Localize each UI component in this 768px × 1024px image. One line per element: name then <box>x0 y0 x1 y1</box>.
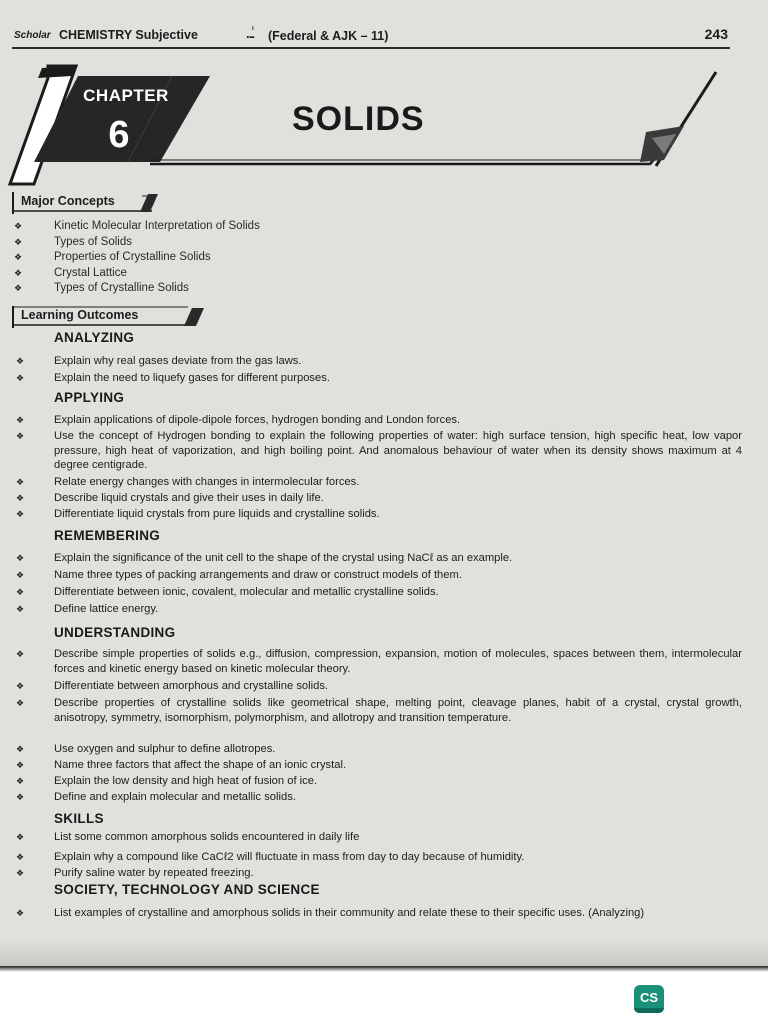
outcome-text: Describe simple properties of solids e.g., diffusion, compression, expansion, motion of molecules, spaces between them, intermolecular forces and kinetic energy based on kinetic molecular theory. <box>54 648 742 675</box>
list-item <box>16 585 742 600</box>
list-item <box>16 371 742 386</box>
understanding-heading: UNDERSTANDING <box>54 625 176 640</box>
bullet-icon: ❖ <box>16 760 25 770</box>
major-concepts-list <box>14 219 374 297</box>
list-item <box>16 551 742 566</box>
bullet-icon: ❖ <box>16 604 25 614</box>
chapter-label: CHAPTER <box>83 86 169 105</box>
bullet-icon: ❖ <box>14 221 23 231</box>
outcome-text: Explain the need to liquefy gases for different purposes. <box>54 372 330 384</box>
outcome-text: List some common amorphous solids encountered in daily life <box>54 831 360 843</box>
outcome-text: Explain why real gases deviate from the gas laws. <box>54 355 302 367</box>
outcome-text: Describe liquid crystals and give their uses in daily life. <box>54 492 324 504</box>
applying-heading: APPLYING <box>54 390 125 405</box>
bullet-icon: ❖ <box>16 493 25 503</box>
list-item <box>16 679 742 694</box>
outcome-text: Explain the significance of the unit cell to the shape of the crystal using NaCℓ as an example. <box>54 552 513 564</box>
outcome-text: Differentiate between ionic, covalent, molecular and metallic crystalline solids. <box>54 586 439 598</box>
bullet-icon: ❖ <box>14 236 23 247</box>
list-item <box>16 602 742 617</box>
list-item <box>16 696 742 725</box>
bullet-icon: ❖ <box>16 832 25 842</box>
skills-heading: SKILLS <box>54 811 104 826</box>
outcome-text: Use oxygen and sulphur to define allotropes. <box>54 743 276 755</box>
bullet-icon: ❖ <box>16 477 25 487</box>
remembering-heading: REMEMBERING <box>54 528 161 543</box>
outcome-text: Define lattice energy. <box>54 603 159 615</box>
list-item <box>16 866 742 881</box>
page-number: 243 <box>704 26 728 42</box>
outcome-text: Name three types of packing arrangements and draw or construct models of them. <box>54 569 462 581</box>
outcome-text: Explain the low density and high heat of fusion of ice. <box>54 775 318 787</box>
header-rule <box>12 47 730 49</box>
bullet-icon: ❖ <box>14 283 23 293</box>
bullet-icon: ❖ <box>14 252 23 262</box>
bullet-icon: ❖ <box>16 868 25 878</box>
list-item <box>16 830 742 845</box>
bullet-icon: ❖ <box>16 431 25 441</box>
list-item <box>16 742 742 757</box>
major-concepts-heading: Major Concepts <box>21 194 115 208</box>
bullet-icon: ❖ <box>16 776 25 786</box>
list-item <box>14 250 374 266</box>
concept-text: Crystal Lattice <box>54 266 127 279</box>
bullet-icon: ❖ <box>16 908 25 918</box>
outcome-text: Define and explain molecular and metallic solids. <box>54 791 296 803</box>
concept-text: Kinetic Molecular Interpretation of Solids <box>54 220 260 232</box>
list-item <box>16 647 742 676</box>
bullet-icon: ❖ <box>14 267 23 278</box>
book-name: Scholar <box>14 30 51 41</box>
list-item <box>16 906 742 921</box>
list-item <box>16 850 742 865</box>
list-item <box>16 491 742 506</box>
list-item <box>16 354 742 369</box>
bullet-icon: ❖ <box>16 681 25 691</box>
outcome-text: Explain why a compound like CaCℓ2 will fluctuate in mass from day to day because of humidity. <box>54 851 525 863</box>
concept-text: Types of Crystalline Solids <box>54 282 189 294</box>
chapter-number: 6 <box>108 114 130 156</box>
list-item <box>16 413 742 428</box>
list-item <box>14 281 374 297</box>
list-item <box>14 219 374 235</box>
bullet-icon: ❖ <box>16 852 25 862</box>
title-rule <box>150 144 668 164</box>
chapter-title: SOLIDS <box>292 100 425 138</box>
book-subject: CHEMISTRY Subjective <box>59 28 198 42</box>
bullet-icon: ❖ <box>16 553 25 563</box>
learning-outcomes-heading: Learning Outcomes <box>21 308 139 322</box>
list-item <box>14 235 374 251</box>
learning-outcomes-tab <box>12 304 206 328</box>
bullet-icon: ❖ <box>16 649 25 659</box>
sts-heading: SOCIETY, TECHNOLOGY AND SCIENCE <box>54 882 320 897</box>
analyzing-heading: ANALYZING <box>54 330 135 345</box>
list-item <box>16 774 742 789</box>
outcome-text: Differentiate liquid crystals from pure liquids and crystalline solids. <box>54 508 380 520</box>
bullet-icon: ❖ <box>16 373 25 383</box>
list-item <box>16 790 742 805</box>
bullet-icon: ❖ <box>16 356 25 366</box>
list-item <box>16 507 742 522</box>
outcome-text: List examples of crystalline and amorphous solids in their community and relate these to their specific uses. (Analyzing) <box>54 907 645 919</box>
bullet-icon: ❖ <box>16 509 25 519</box>
outcome-text: Explain applications of dipole-dipole forces, hydrogen bonding and London forces. <box>54 414 461 426</box>
list-item <box>14 266 374 282</box>
major-concepts-tab <box>12 190 160 214</box>
header-symbol: .ـٰ <box>246 26 255 41</box>
outcome-text: Differentiate between amorphous and crystalline solids. <box>54 680 329 692</box>
outcome-text: Describe properties of crystalline solids like geometrical shape, melting point, cleavage planes, habit of a crystal, crystal growth, anisotropy, symmetry, isomorphism, polymorphism, and allotropy and transition temperature. <box>54 697 742 724</box>
outcome-text: Name three factors that affect the shape of an ionic crystal. <box>54 759 347 771</box>
outcome-text: Use the concept of Hydrogen bonding to explain the following properties of water: high surface tension, high specific heat, low vapor pressure, high heat of vaporization, and high boiling point. And anomalous behaviour of water when its density shows maximum at 4 degree centigrade. <box>54 430 742 472</box>
concept-text: Properties of Crystalline Solids <box>54 251 211 263</box>
bullet-icon: ❖ <box>16 744 25 754</box>
running-header <box>14 26 728 48</box>
list-item <box>16 568 742 583</box>
page-edge-shadow <box>0 966 768 972</box>
list-item <box>16 429 742 473</box>
outcome-text: Purify saline water by repeated freezing. <box>54 867 254 879</box>
bullet-icon: ❖ <box>16 792 25 802</box>
bullet-icon: ❖ <box>16 587 25 597</box>
chapter-banner <box>0 60 768 190</box>
bullet-icon: ❖ <box>16 698 25 708</box>
bullet-icon: ❖ <box>16 570 25 580</box>
board-label: (Federal & AJK – 11) <box>268 29 389 43</box>
bullet-icon: ❖ <box>16 415 25 425</box>
camscanner-logo-icon: CS <box>634 985 664 1013</box>
list-item <box>16 758 742 773</box>
concept-text: Types of Solids <box>54 235 132 248</box>
list-item <box>16 475 742 490</box>
outcome-text: Relate energy changes with changes in intermolecular forces. <box>54 476 360 488</box>
